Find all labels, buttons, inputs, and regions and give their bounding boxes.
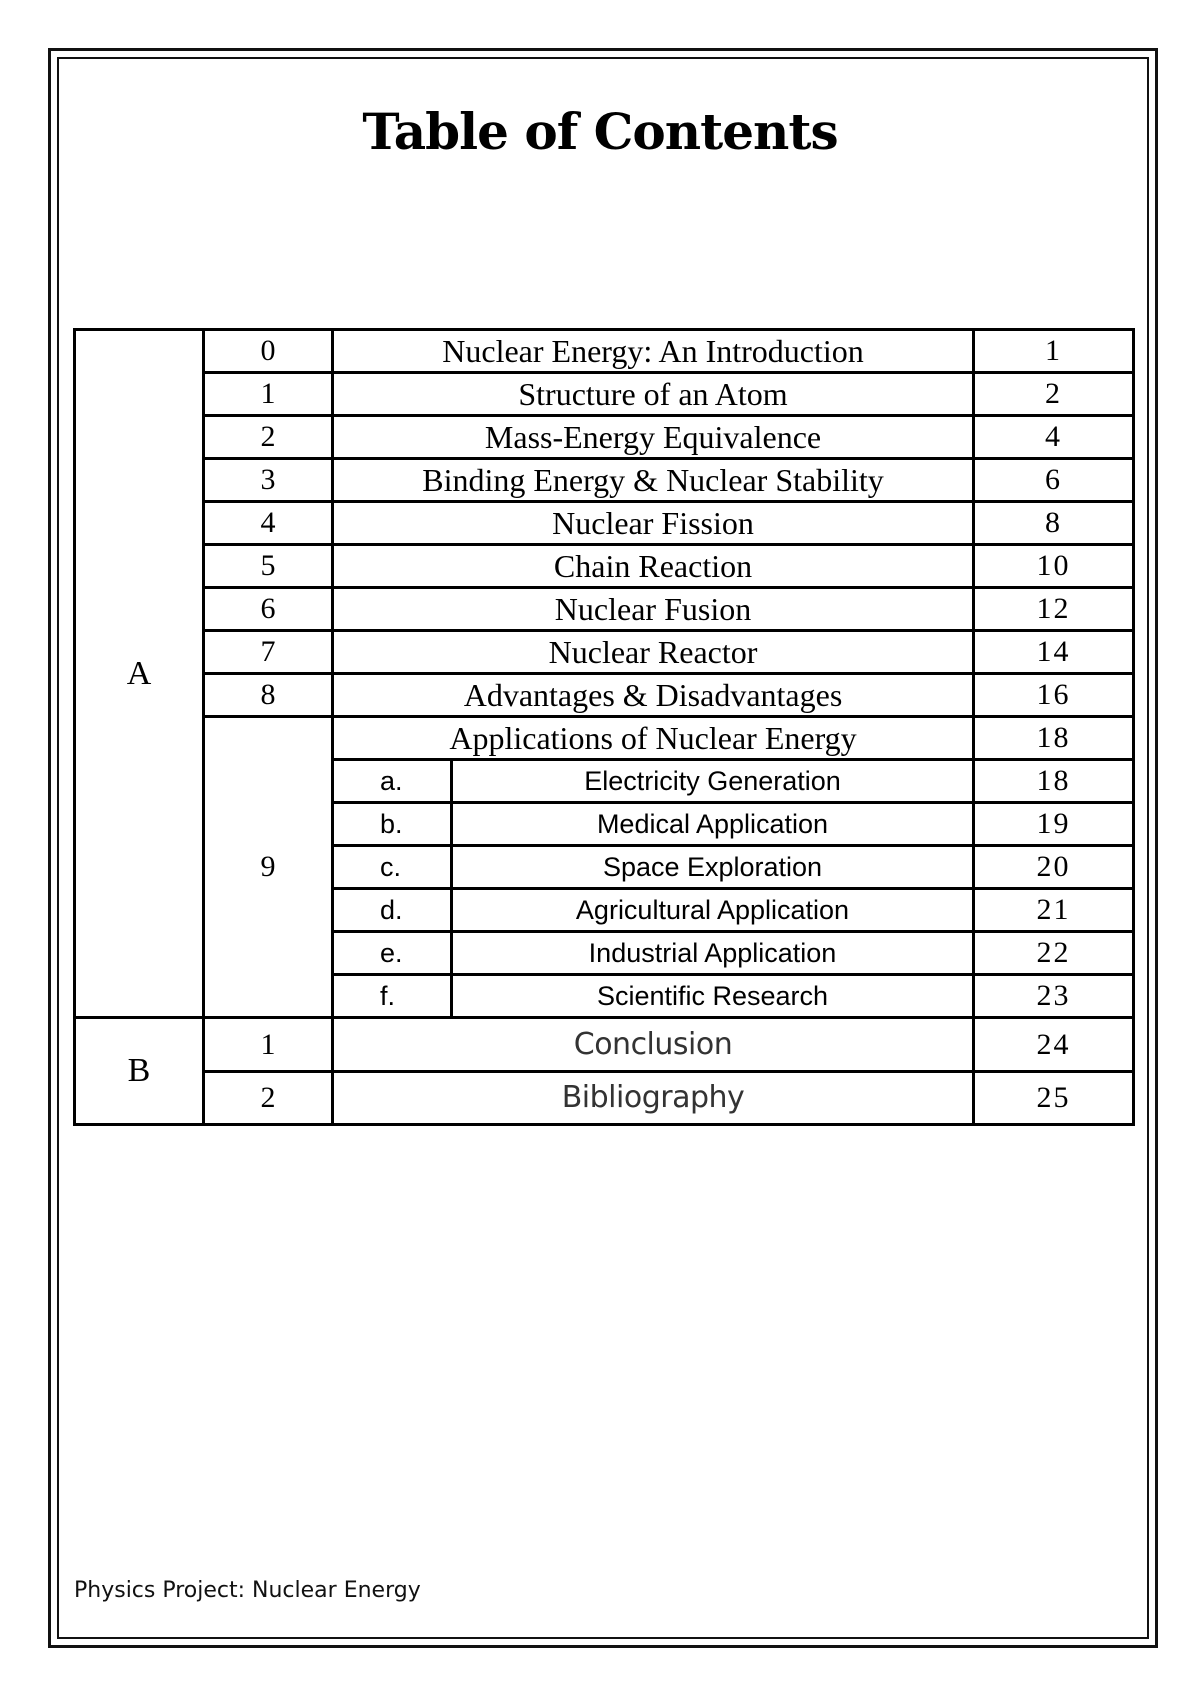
page-number: 20 xyxy=(974,846,1134,889)
chapter-title: Nuclear Energy: An Introduction xyxy=(333,330,974,373)
chapter-title: Conclusion xyxy=(333,1018,974,1072)
chapter-number: 0 xyxy=(204,330,333,373)
table-row xyxy=(75,545,1134,588)
page-number: 12 xyxy=(974,588,1134,631)
subitem-letter: c. xyxy=(333,846,452,889)
page-number: 23 xyxy=(974,975,1134,1018)
table-row xyxy=(75,588,1134,631)
table-row xyxy=(75,631,1134,674)
chapter-number: 8 xyxy=(204,674,333,717)
chapter-title: Nuclear Reactor xyxy=(333,631,974,674)
page-number: 19 xyxy=(974,803,1134,846)
page-number: 21 xyxy=(974,889,1134,932)
subitem-letter: f. xyxy=(333,975,452,1018)
chapter-number: 3 xyxy=(204,459,333,502)
chapter-number: 2 xyxy=(204,1072,333,1125)
table-row xyxy=(75,717,1134,760)
page-number: 6 xyxy=(974,459,1134,502)
subitem-letter: b. xyxy=(333,803,452,846)
subitem-letter: a. xyxy=(333,760,452,803)
chapter-title: Mass-Energy Equivalence xyxy=(333,416,974,459)
subitem-letter: d. xyxy=(333,889,452,932)
chapter-title: Nuclear Fusion xyxy=(333,588,974,631)
contents-table xyxy=(73,328,1135,1126)
table-row xyxy=(75,459,1134,502)
section-label-a: A xyxy=(75,330,204,1018)
chapter-title: Structure of an Atom xyxy=(333,373,974,416)
subitem-title: Medical Application xyxy=(452,803,974,846)
page-title: Table of Contents xyxy=(362,102,838,161)
table-row xyxy=(75,502,1134,545)
chapter-number: 7 xyxy=(204,631,333,674)
chapter-title: Nuclear Fission xyxy=(333,502,974,545)
chapter-number: 1 xyxy=(204,1018,333,1072)
table-row xyxy=(75,1018,1134,1072)
page-number: 25 xyxy=(974,1072,1134,1125)
page-number: 8 xyxy=(974,502,1134,545)
page-number: 10 xyxy=(974,545,1134,588)
page-number: 18 xyxy=(974,760,1134,803)
chapter-number: 9 xyxy=(204,717,333,1018)
page-number: 4 xyxy=(974,416,1134,459)
chapter-title: Advantages & Disadvantages xyxy=(333,674,974,717)
subitem-title: Industrial Application xyxy=(452,932,974,975)
subitem-title: Electricity Generation xyxy=(452,760,974,803)
table-row xyxy=(75,674,1134,717)
subitem-title: Space Exploration xyxy=(452,846,974,889)
subitem-title: Scientific Research xyxy=(452,975,974,1018)
table-row xyxy=(75,330,1134,373)
table-row xyxy=(75,416,1134,459)
footer-text: Physics Project: Nuclear Energy xyxy=(74,1578,421,1603)
chapter-number: 4 xyxy=(204,502,333,545)
page-number: 16 xyxy=(974,674,1134,717)
chapter-number: 6 xyxy=(204,588,333,631)
page-number: 14 xyxy=(974,631,1134,674)
chapter-title: Binding Energy & Nuclear Stability xyxy=(333,459,974,502)
chapter-number: 2 xyxy=(204,416,333,459)
page-number: 24 xyxy=(974,1018,1134,1072)
chapter-title: Bibliography xyxy=(333,1072,974,1125)
subitem-letter: e. xyxy=(333,932,452,975)
chapter-title: Applications of Nuclear Energy xyxy=(333,717,974,760)
chapter-number: 1 xyxy=(204,373,333,416)
subitem-title: Agricultural Application xyxy=(452,889,974,932)
chapter-number: 5 xyxy=(204,545,333,588)
page-number: 2 xyxy=(974,373,1134,416)
table-row xyxy=(75,373,1134,416)
page-number: 22 xyxy=(974,932,1134,975)
page-number: 1 xyxy=(974,330,1134,373)
chapter-title: Chain Reaction xyxy=(333,545,974,588)
table-row xyxy=(75,1072,1134,1125)
section-label-b: B xyxy=(75,1018,204,1125)
page-number: 18 xyxy=(974,717,1134,760)
